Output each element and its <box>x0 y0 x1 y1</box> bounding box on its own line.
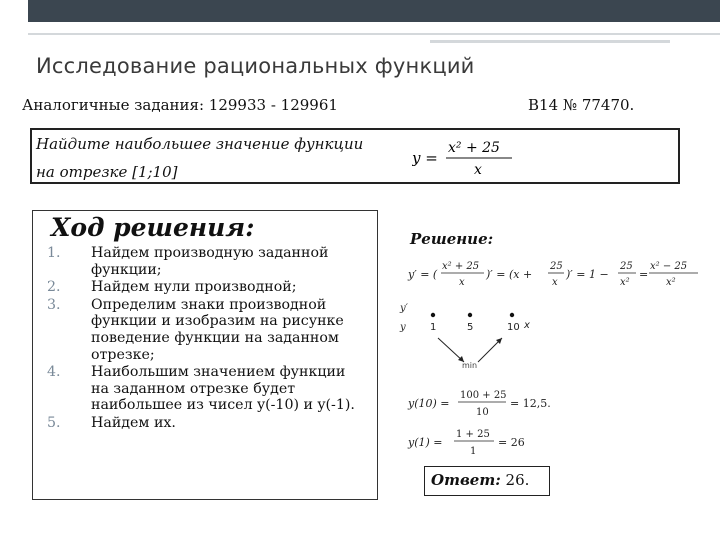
step-number: 1. <box>47 245 61 261</box>
derivative-mid1: )′ = (x + <box>486 268 533 281</box>
derivative-frac3-den: x² <box>620 277 630 288</box>
step-item <box>47 364 365 414</box>
answer-box <box>424 466 550 496</box>
top-decoration <box>0 0 720 36</box>
step-text: Наибольшим значением функции на заданном отрезке будет наибольшее из чисел y(-10) и y(-1). <box>91 364 355 414</box>
page-title: Исследование рациональных функций <box>36 54 475 78</box>
step-text: Найдем нули производной; <box>91 279 297 296</box>
task-id: B14 № 77470. <box>528 96 635 114</box>
point-1-label: 1 <box>430 322 437 333</box>
step-number: 3. <box>47 296 61 313</box>
y1-lhs: y(1) = <box>408 436 443 449</box>
point-5-dot <box>468 313 472 317</box>
header-rule <box>28 33 720 35</box>
point-1-dot <box>431 313 435 317</box>
min-label: min <box>462 361 478 370</box>
derivative-frac3-num: 25 <box>620 261 633 272</box>
task-text-line1: Найдите наибольшее значение функции <box>36 135 364 153</box>
y1-rhs: = 26 <box>498 436 525 449</box>
derivative-frac1-den: x <box>459 277 465 288</box>
derivative-frac4-den: x² <box>666 277 676 288</box>
steps-box <box>32 210 378 500</box>
steps-list <box>47 245 365 433</box>
derivative-frac2-den: x <box>552 277 558 288</box>
formula-lhs: y = <box>412 149 438 167</box>
derivative-frac4-num: x² − 25 <box>650 261 688 272</box>
sign-label-y: y <box>400 322 406 333</box>
header-bar <box>28 0 720 22</box>
step-text: Найдем их. <box>91 414 176 431</box>
step-item <box>47 297 365 363</box>
formula-numerator: x² + 25 <box>448 140 500 156</box>
derivative-frac2-num: 25 <box>550 261 563 272</box>
step-number: 2. <box>47 279 61 296</box>
task-text-line2: на отрезке [1;10] <box>36 163 178 181</box>
point-10-label: 10 <box>507 322 520 333</box>
similar-tasks: Аналогичные задания: 129933 - 129961 <box>22 96 338 114</box>
header-rule-gap <box>670 40 720 43</box>
step-item <box>47 279 365 296</box>
answer-label: Ответ: <box>431 471 501 489</box>
y1-numerator: 1 + 25 <box>456 429 490 440</box>
sign-label-yprime: y′ <box>400 303 408 314</box>
y10-numerator: 100 + 25 <box>460 390 507 401</box>
y10-lhs: y(10) = <box>408 397 450 410</box>
step-text: Определим знаки производной функции и изобразим на рисунке поведение функции на заданном отрезке; <box>91 296 344 363</box>
task-formula <box>412 134 532 180</box>
task-box <box>30 128 680 184</box>
point-10-dot <box>510 313 514 317</box>
answer-value: 26. <box>505 471 530 489</box>
point-5-label: 5 <box>467 322 474 333</box>
steps-title: Ход решения: <box>51 213 255 242</box>
step-text: Найдем производную заданной функции; <box>91 245 329 278</box>
derivative-mid2: )′ = 1 − <box>566 268 609 281</box>
step-number: 5. <box>47 414 61 431</box>
step-number: 4. <box>47 364 61 381</box>
y1-denominator: 1 <box>470 446 477 457</box>
axis-x-label: x <box>524 320 530 331</box>
derivative-lhs: y′ = ( <box>408 268 438 281</box>
step-item <box>47 245 365 278</box>
y10-denominator: 10 <box>476 407 489 418</box>
formula-denominator: x <box>474 162 482 178</box>
solution-title: Решение: <box>410 230 494 248</box>
solution-math <box>398 250 708 470</box>
step-item <box>47 415 365 432</box>
derivative-frac1-num: x² + 25 <box>442 261 480 272</box>
y10-rhs: = 12,5. <box>510 397 551 410</box>
derivative-eq: = <box>639 268 649 281</box>
